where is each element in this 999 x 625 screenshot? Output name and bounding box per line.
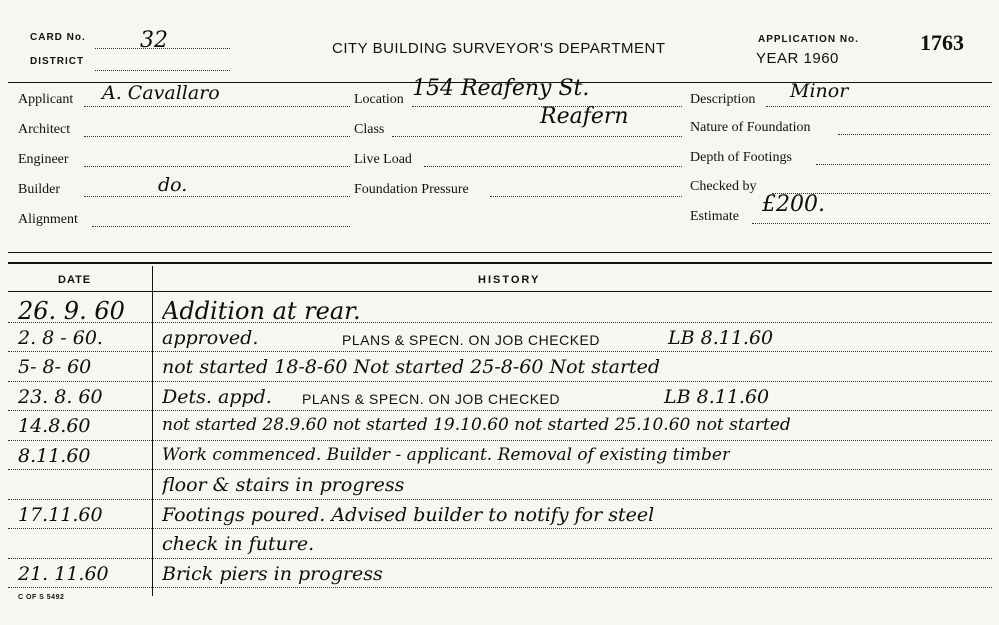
- section-divider-top: [8, 252, 992, 253]
- history-row-line: [8, 528, 992, 529]
- card-no-line: [95, 48, 230, 49]
- history-row-line: [8, 410, 992, 411]
- section-divider-bottom: [8, 262, 992, 264]
- builder-label: Builder: [18, 182, 60, 197]
- card-no-label: CARD No.: [30, 32, 86, 43]
- history-row-date: 14.8.60: [18, 415, 91, 437]
- district-line: [95, 70, 230, 71]
- history-row-text: Addition at rear.: [162, 297, 361, 325]
- applicant-line: [84, 106, 350, 107]
- history-row-date: 26. 9. 60: [18, 297, 125, 325]
- history-row-line: [8, 469, 992, 470]
- history-row-date: 21. 11.60: [18, 562, 109, 585]
- applicant-value: A. Cavallaro: [102, 82, 220, 104]
- history-row-line: [8, 381, 992, 382]
- architect-line: [84, 136, 350, 137]
- year-label: YEAR 1960: [756, 50, 839, 67]
- history-row-line: [8, 499, 992, 500]
- history-row-text: Dets. appd.: [162, 385, 272, 408]
- history-row-text: Work commenced. Builder - applicant. Removal of existing timber: [162, 444, 731, 465]
- description-label: Description: [690, 92, 756, 107]
- history-header-line: [8, 291, 992, 292]
- nature-of-foundation-label: Nature of Foundation: [690, 120, 811, 135]
- foundation-pressure-label: Foundation Pressure: [354, 182, 469, 197]
- location-label: Location: [354, 92, 404, 107]
- department-title: CITY BUILDING SURVEYOR'S DEPARTMENT: [332, 40, 666, 57]
- engineer-line: [84, 166, 350, 167]
- history-row-line: [8, 351, 992, 352]
- history-row-date: 23. 8. 60: [18, 385, 103, 408]
- history-row-text: check in future.: [162, 533, 315, 555]
- alignment-label: Alignment: [18, 212, 78, 227]
- estimate-label: Estimate: [690, 209, 739, 224]
- description-value: Minor: [790, 80, 849, 102]
- location-value-2: Reafern: [540, 104, 629, 129]
- estimate-line: [752, 223, 990, 224]
- date-column-divider: [152, 266, 153, 596]
- history-row-line: [8, 322, 992, 323]
- estimate-value: £200.: [762, 192, 825, 217]
- date-header: DATE: [58, 274, 92, 286]
- history-row-date: 2. 8 - 60.: [18, 326, 103, 349]
- alignment-line: [92, 226, 350, 227]
- history-row-date: 17.11.60: [18, 503, 103, 526]
- checked-by-label: Checked by: [690, 179, 757, 194]
- history-row-line: [8, 587, 992, 588]
- depth-of-footings-label: Depth of Footings: [690, 150, 792, 165]
- history-row-date: 5- 8- 60: [18, 356, 92, 378]
- history-row-text: Brick piers in progress: [162, 562, 383, 585]
- district-label: DISTRICT: [30, 56, 85, 67]
- depth-of-footings-line: [816, 164, 990, 165]
- application-no-value: 1763: [920, 30, 964, 55]
- applicant-label: Applicant: [18, 92, 74, 107]
- history-row-initials: LB 8.11.60: [668, 326, 774, 349]
- form-code: C OF S 5492: [18, 594, 65, 601]
- history-row-text: approved.: [162, 326, 259, 349]
- history-row-stamp: PLANS & SPECN. ON JOB CHECKED: [302, 390, 561, 407]
- live-load-label: Live Load: [354, 152, 412, 167]
- history-row-text: floor & stairs in progress: [162, 474, 405, 496]
- history-row-line: [8, 558, 992, 559]
- history-row-text: not started 28.9.60 not started 19.10.60 not started 25.10.60 not started: [162, 415, 791, 435]
- architect-label: Architect: [18, 122, 71, 137]
- history-row-date: 8.11.60: [18, 444, 91, 467]
- builder-line: [84, 196, 350, 197]
- history-row-text: Footings poured. Advised builder to notify for steel: [162, 503, 655, 526]
- builder-value: do.: [158, 174, 188, 196]
- card-no-value: 32: [140, 28, 168, 53]
- location-value-1: 154 Reafeny St.: [412, 76, 590, 101]
- history-header: HISTORY: [478, 274, 541, 286]
- foundation-pressure-line: [490, 196, 682, 197]
- live-load-line: [424, 166, 682, 167]
- description-line: [766, 106, 990, 107]
- application-no-label: APPLICATION No.: [758, 34, 859, 45]
- history-row-stamp: PLANS & SPECN. ON JOB CHECKED: [342, 331, 601, 348]
- history-row-line: [8, 440, 992, 441]
- history-row-text: not started 18-8-60 Not started 25-8-60 Not started: [162, 356, 661, 378]
- class-label: Class: [354, 122, 385, 137]
- class-line: [392, 136, 682, 137]
- history-row-initials: LB 8.11.60: [664, 385, 770, 408]
- nature-of-foundation-line: [838, 134, 990, 135]
- location-line: [412, 106, 682, 107]
- engineer-label: Engineer: [18, 152, 69, 167]
